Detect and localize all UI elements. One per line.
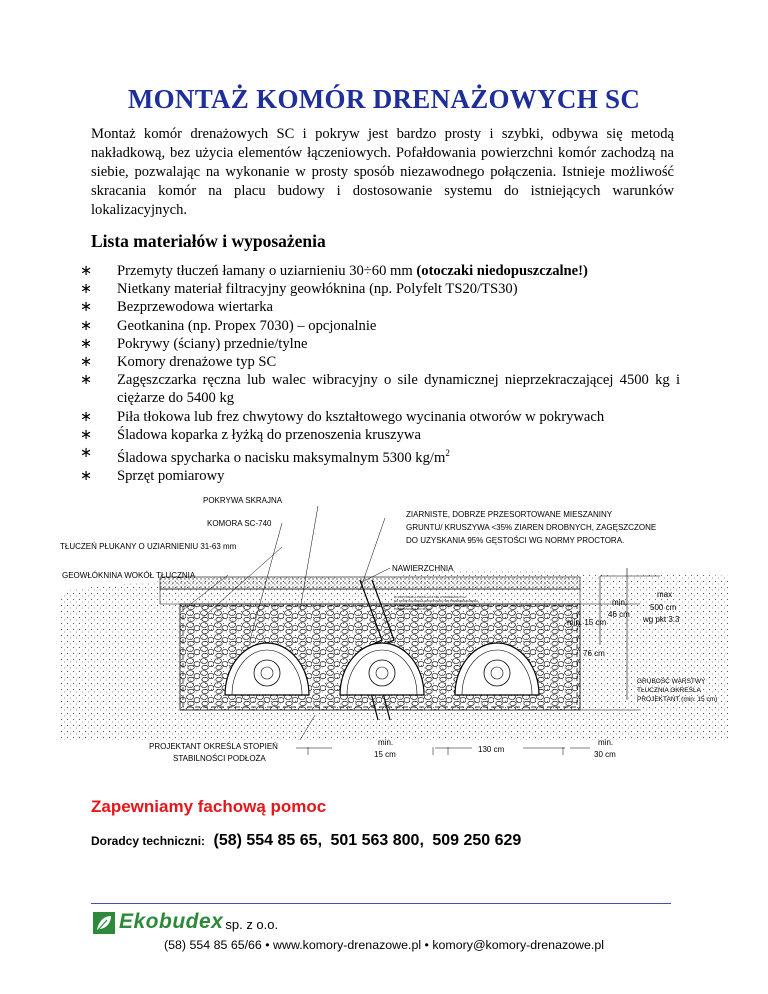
brand-suffix: sp. z o.o.: [225, 917, 279, 932]
material-item: [80, 280, 680, 298]
dim-min46-b: 46 cm: [608, 610, 630, 619]
bullet-icon: ∗: [80, 281, 93, 298]
help-heading: Zapewniamy fachową pomoc: [91, 797, 327, 816]
page-title: MONTAŻ KOMÓR DRENAŻOWYCH SC: [127, 84, 641, 114]
phone-3[interactable]: 509 250 629: [432, 832, 522, 849]
bullet-icon: ∗: [80, 408, 93, 425]
dim-min46-a: min.: [612, 598, 628, 607]
material-item: [80, 335, 680, 353]
footer-contact: (58) 554 85 65/66 • www.komory-drenazowe.pl • komory@komory-drenazowe.pl: [164, 938, 604, 952]
material-superscript: 2: [445, 448, 450, 459]
materials-list: [80, 262, 680, 485]
label-nawierzchnia: NAWIERZCHNIA: [392, 564, 454, 573]
label-grubosc-1: GRUBOŚĆ WARSTWY: [637, 678, 706, 685]
dim-max-b: 500 cm: [650, 603, 677, 612]
label-projektant-2: STABILNOŚCI PODŁOŻA: [173, 754, 266, 763]
material-item: [80, 353, 680, 371]
label-geowloknina: GEOWŁÓKNINA WOKÓŁ TŁUCZNIA: [62, 571, 196, 580]
footer-divider: [91, 903, 671, 904]
material-item: [80, 317, 680, 335]
leaf-logo-icon: [93, 912, 115, 934]
bullet-icon: ∗: [80, 426, 93, 443]
bullet-icon: ∗: [80, 354, 93, 371]
dim-min15-bottom-a: min.: [378, 738, 394, 747]
small-note-2: NA KTÓRYCH MOGĄ SPOCZYWAĆ SIĘ PRZEMIESZCZENIA: [394, 599, 479, 603]
dim-min15-top: min. 15 cm: [567, 618, 607, 627]
material-text: Nietkany materiał filtracyjny geowłóknina (np. Polyfelt TS20/TS30): [117, 281, 518, 298]
dim-min30-b: 30 cm: [594, 750, 616, 759]
label-pokrywa: POKRYWA SKRAJNA: [203, 496, 283, 505]
contact-line: [91, 832, 521, 850]
bullet-icon: ∗: [80, 263, 93, 279]
material-text: Śladowa koparka z łyżką do przenoszenia kruszywa: [117, 426, 421, 443]
small-note-4: POWIĘKSZONA DO 61 cm: [394, 607, 431, 611]
materials-heading: Lista materiałów i wyposażenia: [91, 231, 326, 251]
bullet-icon: ∗: [80, 317, 93, 334]
label-ziarniste-1: ZIARNISTE, DOBRZE PRZESORTOWANE MIESZANINY: [406, 510, 613, 519]
material-item: [80, 408, 680, 426]
brand-name: Ekobudex: [119, 910, 224, 933]
label-grubosc-3: PROJEKTANT (min. 15 cm): [637, 696, 718, 703]
material-text: Komory drenażowe typ SC: [117, 354, 277, 371]
bullet-icon: ∗: [80, 445, 93, 462]
material-item: [80, 444, 680, 467]
intro-paragraph: Montaż komór drenażowych SC i pokryw jest bardzo prosty i szybki, odbywa się metodą nakładkową, bez użycia elementów łączeniowych. Pofałdowania powierzchni komór zachodzą na siebie, pozwalając na wykonanie w prosty sposób niezawodnego połączenia. Istnieje możliwość skracania komór na placu budowy i dostosowanie systemu do istniejących warunków lokalizacyjnych.: [91, 126, 674, 218]
material-text: Śladowa spycharka o nacisku maksymalnym 5300 kg/m: [117, 449, 446, 466]
material-item: [80, 371, 680, 407]
bullet-icon: ∗: [80, 335, 93, 352]
brand-logo: [93, 910, 278, 934]
dim-76cm: 76 cm: [583, 649, 605, 658]
material-warning: (otoczaki niedopuszczalne!): [416, 263, 588, 279]
material-text: Przemyty tłuczeń łamany o uziarnieniu 30÷60 mm: [117, 263, 417, 279]
dim-max-c: wg pkt 3.3: [643, 615, 680, 624]
material-item: [80, 262, 680, 280]
dim-min15-bottom-b: 15 cm: [374, 750, 396, 759]
material-text: Geotkanina (np. Propex 7030) – opcjonalnie: [117, 317, 377, 334]
label-komora: KOMORA SC-740: [207, 519, 272, 528]
dim-max-a: max: [657, 590, 673, 599]
label-tluczen: TŁUCZEŃ PŁUKANY O UZIARNIENIU 31-63 mm: [60, 542, 237, 551]
bullet-icon: ∗: [80, 299, 93, 316]
material-text: Piła tłokowa lub frez chwytowy do kształtowego wycinania otworów w pokrywach: [117, 408, 605, 425]
bullet-icon: ∗: [80, 372, 93, 389]
label-projektant-1: PROJEKTANT OKREŚLA STOPIEŃ: [149, 742, 278, 751]
small-note-1: W PRZYPADKU INSTALACJI NIE UTWARDZONYCH,: [394, 595, 467, 599]
material-item: [80, 467, 680, 485]
label-ziarniste-2: GRUNTU/ KRUSZYWA <35% ZIAREN DROBNYCH, ZAGĘSZCZONE: [406, 523, 657, 532]
material-item: [80, 298, 680, 316]
material-item: [80, 426, 680, 444]
dim-130cm: 130 cm: [478, 745, 505, 754]
material-text: Bezprzewodowa wiertarka: [117, 299, 273, 316]
material-text: Sprzęt pomiarowy: [117, 468, 225, 485]
label-grubosc-2: TŁUCZNIA OKREŚLA: [637, 687, 701, 694]
installation-diagram: [60, 490, 730, 780]
dim-min30-a: min.: [598, 738, 614, 747]
phone-2[interactable]: 501 563 800,: [330, 832, 424, 849]
material-text: Pokrywy (ściany) przednie/tylne: [117, 335, 308, 352]
bullet-icon: ∗: [80, 468, 93, 485]
backfill-layer: [160, 589, 580, 604]
advisors-label: Doradcy techniczni:: [91, 834, 206, 848]
label-ziarniste-3: DO UZYSKANIA 95% GĘSTOŚCI WG NORMY PROCTORA.: [406, 536, 625, 545]
material-text: Zagęszczarka ręczna lub walec wibracyjny o sile dynamicznej nieprzekraczającej 4500 kg i ciężarze do 5400 kg: [117, 372, 680, 407]
phone-1[interactable]: (58) 554 85 65,: [213, 832, 323, 849]
small-note-3: POJAZDÓW, GRUBOŚĆ NAWIERZCHNI POWINNA ZOSTAĆ: [394, 603, 478, 607]
